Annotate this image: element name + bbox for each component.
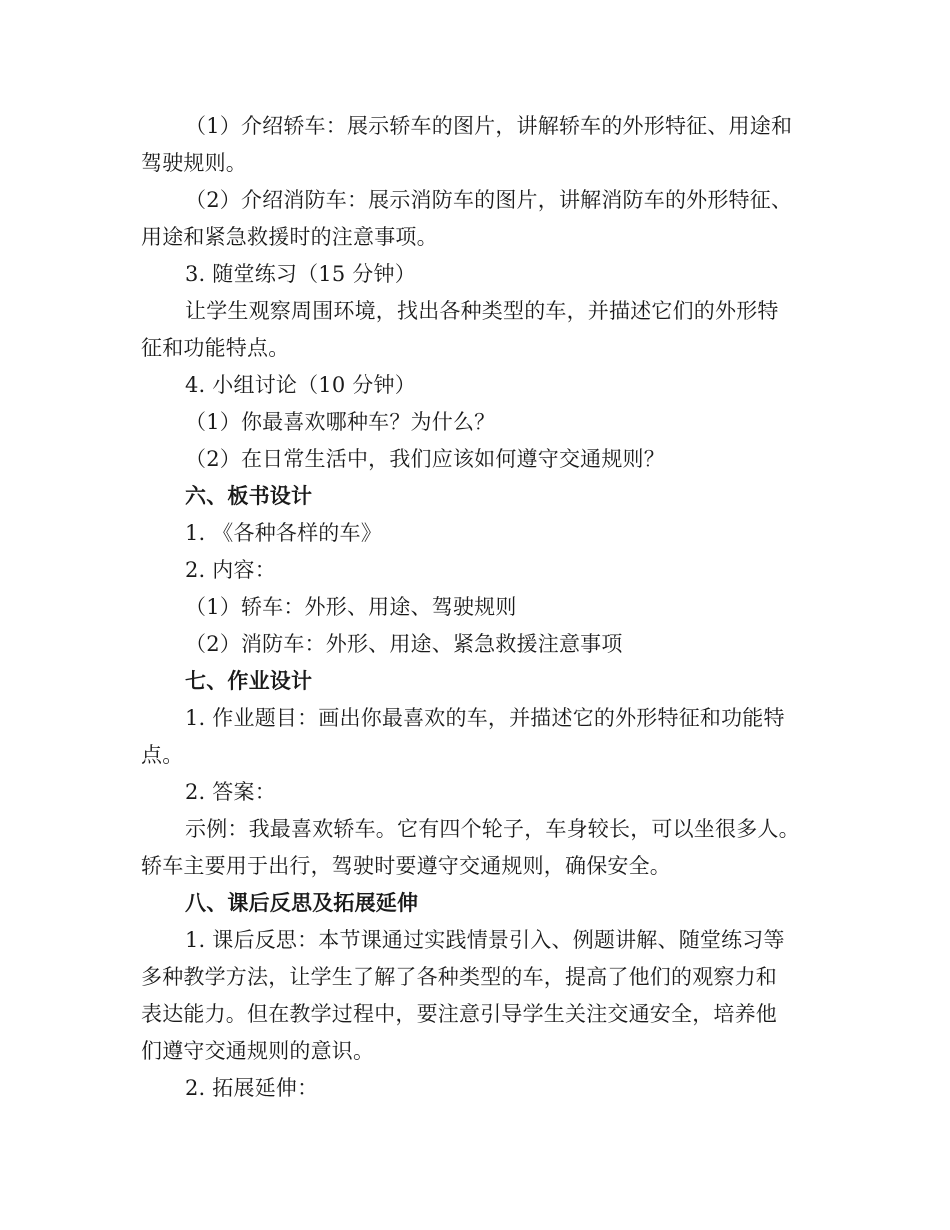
list-item: 2. 答案：	[185, 780, 276, 804]
paragraph-line: 示例：我最喜欢轿车。它有四个轮子，车身较长，可以坐很多人。	[185, 817, 800, 841]
list-item: 4. 小组讨论（10 分钟）	[185, 373, 416, 397]
paragraph-line: 征和功能特点。	[141, 336, 290, 360]
paragraph-line: （2）介绍消防车：展示消防车的图片，讲解消防车的外形特征、	[185, 188, 793, 212]
section-heading: 八、课后反思及拓展延伸	[185, 891, 419, 915]
list-item: （1）轿车：外形、用途、驾驶规则	[185, 595, 517, 619]
list-item: 2. 拓展延伸：	[185, 1076, 319, 1100]
list-item: 1. 作业题目：画出你最喜欢的车，并描述它的外形特征和功能特	[185, 706, 785, 730]
paragraph-line: 多种教学方法，让学生了解了各种类型的车，提高了他们的观察力和	[141, 965, 777, 989]
list-item: 2. 内容：	[185, 558, 276, 582]
section-heading: 七、作业设计	[185, 669, 313, 693]
paragraph-line: （1）介绍轿车：展示轿车的图片，讲解轿车的外形特征、用途和	[185, 114, 793, 138]
list-item: （2）消防车：外形、用途、紧急救援注意事项	[185, 632, 623, 656]
paragraph-line: 让学生观察周围环境，找出各种类型的车，并描述它们的外形特	[185, 299, 779, 323]
paragraph-line: 驾驶规则。	[141, 151, 247, 175]
paragraph-line: 用途和紧急救援时的注意事项。	[141, 225, 438, 249]
paragraph-line: 轿车主要用于出行，驾驶时要遵守交通规则，确保安全。	[141, 854, 671, 878]
list-item: （2）在日常生活中，我们应该如何遵守交通规则？	[185, 447, 665, 471]
list-item: （1）你最喜欢哪种车？为什么？	[185, 410, 496, 434]
list-item: 3. 随堂练习（15 分钟）	[185, 262, 416, 286]
paragraph-line: 们遵守交通规则的意识。	[141, 1039, 375, 1063]
section-heading: 六、板书设计	[185, 484, 313, 508]
paragraph-line: 表达能力。但在教学过程中，要注意引导学生关注交通安全，培养他	[141, 1002, 777, 1026]
paragraph-line: 点。	[141, 743, 184, 767]
list-item: 1. 课后反思：本节课通过实践情景引入、例题讲解、随堂练习等	[185, 928, 785, 952]
list-item: 1. 《各种各样的车》	[185, 521, 382, 545]
